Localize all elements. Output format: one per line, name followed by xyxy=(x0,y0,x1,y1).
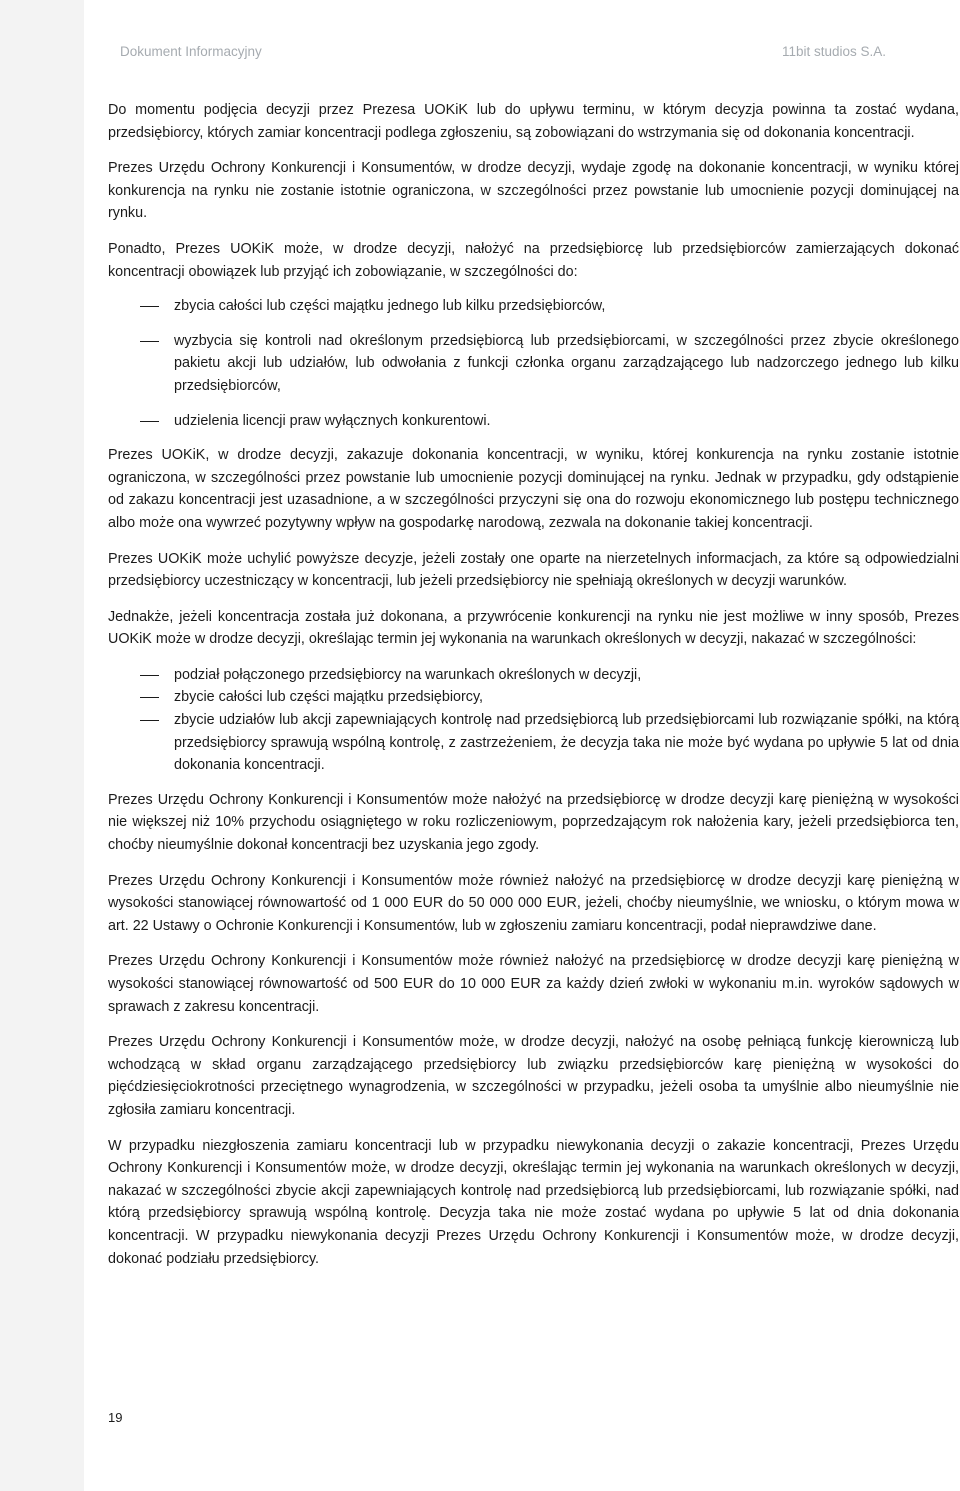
paragraph: Prezes UOKiK, w drodze decyzji, zakazuje dokonania koncentracji, w wyniku, której konkurencja na rynku zostanie istotnie ograniczona, w szczególności przez powstanie lub umocnienie pozycji dominującej na rynku. Jednak w przypadku, gdy odstąpienie od zakazu koncentracji jest uzasadnione, a w szczególności przyczyni się ona do rozwoju ekonomicznego lub postępu technicznego albo może ona wywrzeć pozytywny wpływ na gospodarkę narodową, zezwala na dokonanie takiej koncentracji. xyxy=(108,447,959,531)
page-header xyxy=(120,44,886,59)
paragraph: Do momentu podjęcia decyzji przez Prezesa UOKiK lub do upływu terminu, w którym decyzja powinna ta zostać wydana, przedsiębiorcy, których zamiar koncentracji podlega zgłoszeniu, są zobowiązani do wstrzymania się od dokonania koncentracji. xyxy=(108,102,959,141)
paragraph: W przypadku niezgłoszenia zamiaru koncentracji lub w przypadku niewykonania decyzji o zakazie koncentracji, Prezes Urzędu Ochrony Konkurencji i Konsumentów może, w drodze decyzji, określając termin jej wykonania na warunkach określonych w decyzji, nakazać w szczególności zbycie akcji zapewniających kontrolę nad przedsiębiorcą lub przedsiębiorcami, lub rozwiązanie spółki, nad którą przedsiębiorcy sprawują wspólną kontrolę. Decyzja taka nie może zostać wydana po upływie 5 lat od dnia dokonania koncentracji. W przypadku niewykonania decyzji Prezes Urzędu Ochrony Konkurencji i Konsumentów może, w drodze decyzji, dokonać podziału przedsiębiorcy. xyxy=(108,1137,959,1267)
document-body xyxy=(108,99,959,1283)
obligations-list xyxy=(108,295,959,432)
header-company-name: 11bit studios S.A. xyxy=(781,44,886,59)
paragraph: Prezes UOKiK może uchylić powyższe decyzje, jeżeli zostały one oparte na nierzetelnych informacjach, za które są odpowiedzialni przedsiębiorcy uczestniczący w koncentracji, lub jeżeli przedsiębiorcy nie spełniają określonych w decyzji warunków. xyxy=(108,550,959,590)
list-item: udzielenia licencji praw wyłącznych konkurentowi. xyxy=(108,410,959,433)
paragraph: Prezes Urzędu Ochrony Konkurencji i Konsumentów może nałożyć na przedsiębiorcę w drodze decyzji karę pieniężną w wysokości nie większej niż 10% przychodu osiągniętego w roku rozliczeniowym, poprzedzającym rok nałożenia kary, jeżeli przedsiębiorca ten, choćby nieumyślnie dokonał koncentracji bez uzyskania jego zgody. xyxy=(108,791,959,854)
page-number: 19 xyxy=(108,1410,123,1425)
header-document-title: Dokument Informacyjny xyxy=(120,44,262,59)
list-item: zbycia całości lub części majątku jednego lub kilku przedsiębiorców, xyxy=(108,295,959,318)
paragraph: Ponadto, Prezes UOKiK może, w drodze decyzji, nałożyć na przedsiębiorcę lub przedsiębiorców zamierzających dokonać koncentracji obowiązek lub przyjąć ich zobowiązanie, w szczególności do: xyxy=(108,240,959,280)
list-item: zbycie całości lub części majątku przedsiębiorcy, xyxy=(108,686,959,709)
paragraph: Prezes Urzędu Ochrony Konkurencji i Konsumentów może, w drodze decyzji, nałożyć na osobę pełniącą funkcję kierowniczą lub wchodzącą w skład organu zarządzającego przedsiębiorcy lub związku przedsiębiorców karę pieniężną w wysokości do pięćdziesięciokrotności przeciętnego wynagrodzenia, w szczególności w przypadku, jeżeli osoba ta umyślnie albo nieumyślnie nie zgłosiła zamiaru koncentracji. xyxy=(108,1034,959,1118)
list-item: zbycie udziałów lub akcji zapewniających kontrolę nad przedsiębiorcą lub przedsiębiorcami lub rozwiązanie spółki, na którą przedsiębiorcy sprawują wspólną kontrolę, z zastrzeżeniem, że decyzja taka nie może być wydana po upływie 5 lat od dnia dokonania koncentracji. xyxy=(108,709,959,777)
remedies-list xyxy=(108,664,959,777)
paragraph: Jednakże, jeżeli koncentracja została już dokonana, a przywrócenie konkurencji na rynku nie jest możliwe w inny sposób, Prezes UOKiK może w drodze decyzji, określając termin jej wykonania na warunkach określonych w decyzji, nakazać w szczególności: xyxy=(108,608,959,648)
list-item: wyzbycia się kontroli nad określonym przedsiębiorcą lub przedsiębiorcami, w szczególności przez zbycie określonego pakietu akcji lub udziałów, lub odwołania z funkcji członka organu zarządzającego lub nadzorczego jednego lub kilku przedsiębiorców, xyxy=(108,330,959,398)
paragraph: Prezes Urzędu Ochrony Konkurencji i Konsumentów może również nałożyć na przedsiębiorcę w drodze decyzji karę pieniężną w wysokości stanowiącej równowartość od 1 000 EUR do 50 000 000 EUR, jeżeli, choćby nieumyślnie, we wniosku, o którym mowa w art. 22 Ustawy o Ochronie Konkurencji i Konsumentów, lub w zgłoszeniu zamiaru koncentracji, podał nieprawdziwe dane. xyxy=(108,872,959,934)
paragraph: Prezes Urzędu Ochrony Konkurencji i Konsumentów, w drodze decyzji, wydaje zgodę na dokonanie koncentracji, w wyniku której konkurencja na rynku nie zostanie istotnie ograniczona, w szczególności przez powstanie lub umocnienie pozycji dominującej na rynku. xyxy=(108,160,959,222)
paragraph: Prezes Urzędu Ochrony Konkurencji i Konsumentów może również nałożyć na przedsiębiorcę w drodze decyzji karę pieniężną w wysokości stanowiącej równowartość od 500 EUR do 10 000 EUR za każdy dzień zwłoki w wykonaniu m.in. wyroków sądowych w sprawach z zakresu koncentracji. xyxy=(108,953,959,1015)
list-item: podział połączonego przedsiębiorcy na warunkach określonych w decyzji, xyxy=(108,664,959,687)
